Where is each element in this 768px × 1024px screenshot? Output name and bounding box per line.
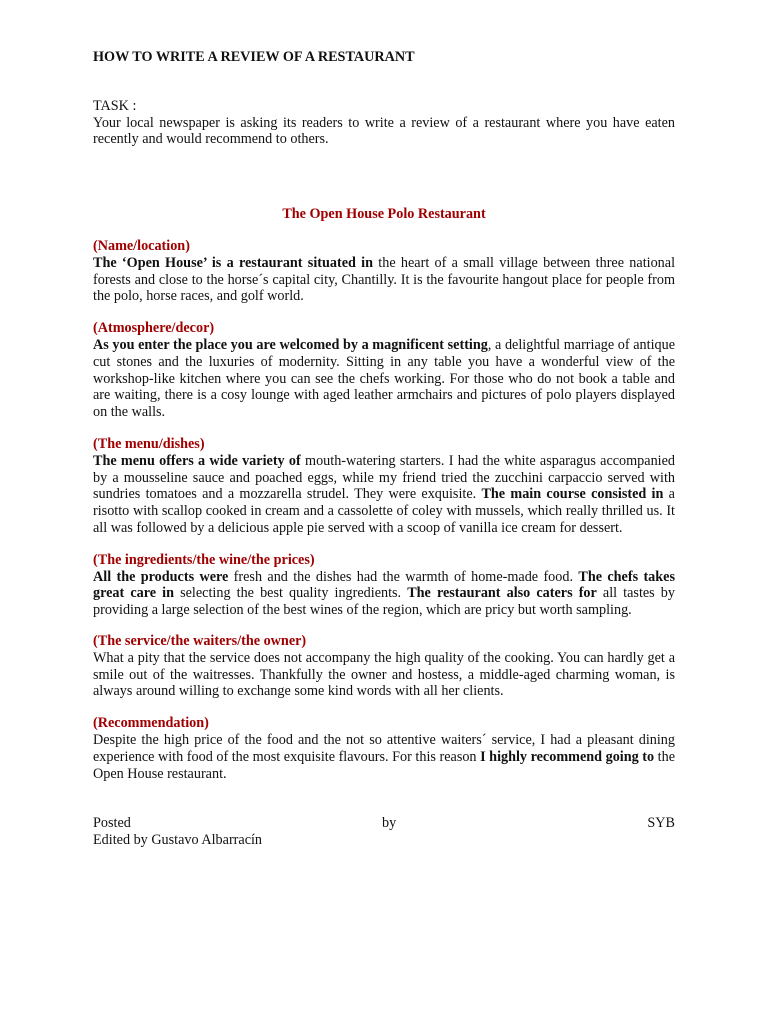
author-name: SYB: [647, 815, 675, 832]
paragraph-text: Despite the high price of the food and the not so attentive waiters´ service, I had a pleasant dining experience with food of the most exquisite flavours. For this reason: [93, 731, 675, 765]
bold-phrase: The restaurant also caters for: [407, 585, 597, 602]
section-paragraph: [93, 569, 675, 619]
paragraph-text: mouth-watering starters. I had the white asparagus accompanied by a mousseline sauce and poached eggs, while my friend tried the zucchini carpaccio served with sundries tomatoes and a mozzarella strudel. They were exquisite.: [93, 452, 675, 503]
bold-phrase: As you enter the place you are welcomed by a magnificent setting: [93, 336, 488, 353]
paragraph-text: a risotto with scallop cooked in cream and a cassolette of coley with mussels, which really thrilled us. It all was followed by a delicious apple pie served with a scoop of vanilla ice cream for dessert.: [93, 486, 675, 536]
section-atmosphere-decor: [93, 320, 675, 421]
paragraph-text: What a pity that the service does not accompany the high quality of the cooking. You can hardly get a smile out of the waitresses. Thankfully the owner and hostess, a middle-aged charming woman, is always around willing to exchange some kind words with all her clients.: [93, 649, 675, 700]
section-paragraph: [93, 337, 675, 421]
bold-phrase: The chefs takes great care in: [93, 568, 675, 602]
restaurant-title: The Open House Polo Restaurant: [282, 206, 486, 223]
task-label: TASK :: [93, 97, 137, 114]
section-paragraph: [93, 732, 675, 782]
bold-phrase: The main course consisted in: [481, 486, 664, 503]
section-heading: (Name/location): [93, 237, 190, 254]
section-menu-dishes: [93, 436, 675, 537]
section-paragraph: [93, 453, 675, 537]
task-text: Your local newspaper is asking its readers to write a review of a restaurant where you have eaten recently and would recommend to others.: [93, 114, 675, 148]
bold-phrase: The ‘Open House’ is a restaurant situated in: [93, 254, 374, 271]
paragraph-text: the heart of a small village between three national forests and close to the horse´s capital city, Chantilly. It is the favourite hangout place for people from the polo, horse races, and golf world.: [93, 254, 676, 305]
paragraph-text: fresh and the dishes had the warmth of home-made food.: [228, 568, 579, 585]
bold-phrase: I highly recommend going to: [480, 748, 655, 765]
section-heading: (Recommendation): [93, 715, 209, 732]
posted-label: Posted: [93, 815, 131, 832]
section-heading: (The menu/dishes): [93, 435, 205, 452]
section-service-waiters-owner: [93, 633, 675, 700]
document-body: [93, 49, 675, 849]
section-heading: (The service/the waiters/the owner): [93, 632, 307, 649]
document-title: HOW TO WRITE A REVIEW OF A RESTAURANT: [93, 49, 415, 65]
section-paragraph: [93, 650, 675, 700]
posted-by-line: [93, 815, 675, 832]
by-label: by: [382, 815, 397, 832]
paragraph-text: all tastes by providing a large selection of the best wines of the region, which are pricy but worth sampling.: [93, 585, 675, 619]
paragraph-text: the Open House restaurant.: [93, 748, 675, 782]
bold-phrase: All the products were: [93, 568, 229, 585]
section-heading: (The ingredients/the wine/the prices): [93, 551, 315, 568]
section-heading: (Atmosphere/decor): [93, 320, 215, 337]
section-ingredients-wine-prices: [93, 552, 675, 619]
paragraph-text: selecting the best quality ingredients.: [174, 585, 408, 602]
section-paragraph: [93, 255, 675, 305]
bold-phrase: The menu offers a wide variety of: [93, 452, 301, 469]
paragraph-text: , a delightful marriage of antique cut stones and the luxuries of modernity. Sitting in any table you have a wonderful view of the workshop-like kitchen where you can see the chefs working. For those who do not book a table and are waiting, there is a cosy lounge with aged leather armchairs and pictures of polo players displayed on the walls.: [93, 336, 675, 421]
section-name-location: [93, 238, 675, 305]
section-recommendation: [93, 715, 675, 782]
edited-by-line: Edited by Gustavo Albarracín: [93, 832, 263, 849]
